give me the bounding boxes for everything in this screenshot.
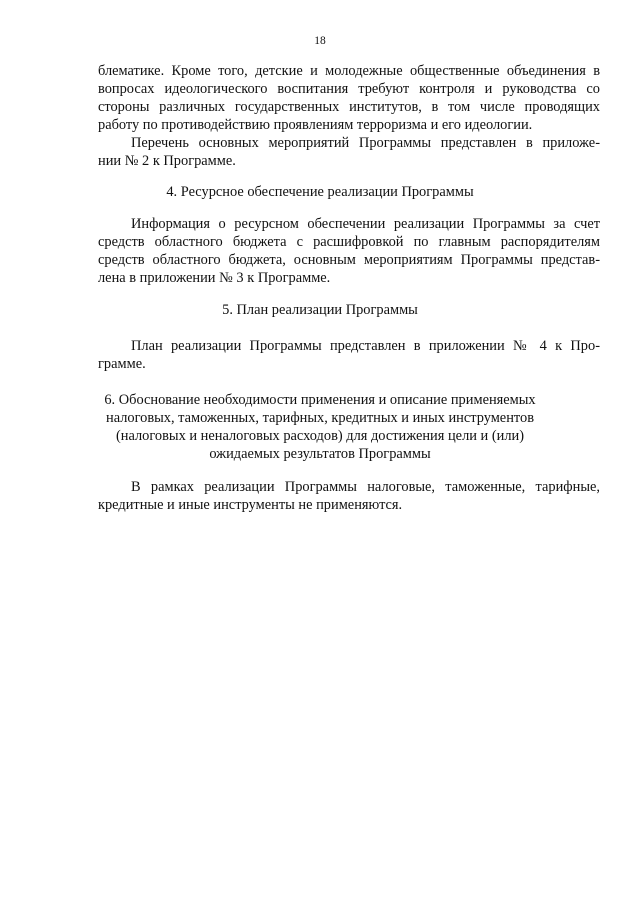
text-line: нии № 2 к Программе. bbox=[98, 153, 236, 169]
text-line: лена в приложении № 3 к Программе. bbox=[98, 270, 331, 286]
text-line: работу по противодействию проявлениям терроризма и его идеологии. bbox=[98, 117, 533, 133]
text-line: средств областного бюджета, основным мероприятиям Программы представ- bbox=[98, 252, 600, 268]
text-line: План реализации Программы представлен в приложении № 4 к Про- bbox=[131, 338, 600, 354]
section-heading-line: (налоговых и неналоговых расходов) для достижения цели и (или) bbox=[115, 428, 525, 444]
text-line: кредитные и иные инструменты не применяются. bbox=[98, 497, 403, 513]
text-line: блематике. Кроме того, детские и молодежные общественные объединения в bbox=[98, 63, 600, 79]
section-heading: 5. План реализации Программы bbox=[222, 302, 418, 318]
text-line: Информация о ресурсном обеспечении реализации Программы за счет bbox=[131, 216, 600, 232]
section-heading: 4. Ресурсное обеспечение реализации Программы bbox=[166, 184, 474, 200]
section-heading-line: налоговых, таможенных, тарифных, кредитных и иных инструментов bbox=[106, 410, 534, 426]
text-line: Перечень основных мероприятий Программы представлен в приложе- bbox=[131, 135, 600, 151]
text-line: вопросах идеологического воспитания требуют контроля и руководства со bbox=[98, 81, 600, 97]
text-line: стороны различных государственных институтов, в том числе проводящих bbox=[98, 99, 600, 115]
section-heading-line: 6. Обоснование необходимости применения и описание применяемых bbox=[104, 392, 536, 408]
page-number: 18 bbox=[314, 35, 326, 47]
text-line: В рамках реализации Программы налоговые, таможенные, тарифные, bbox=[131, 479, 600, 495]
text-line: грамме. bbox=[98, 356, 146, 372]
text-line: средств областного бюджета с расшифровкой по главным распорядителям bbox=[98, 234, 600, 250]
section-heading-line: ожидаемых результатов Программы bbox=[209, 446, 431, 462]
